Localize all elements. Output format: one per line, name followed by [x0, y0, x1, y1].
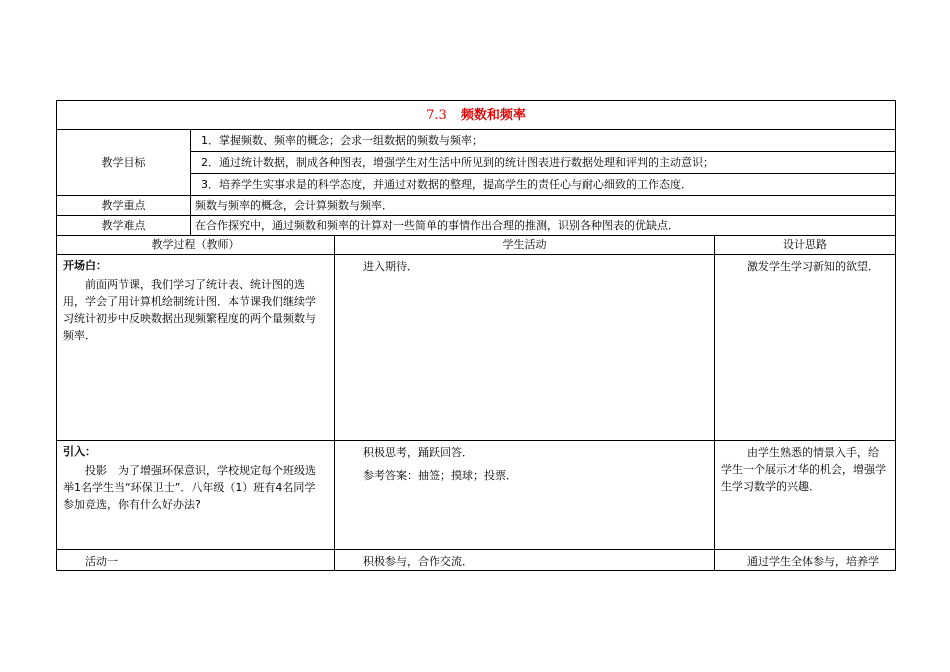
- objectives-row: [57, 130, 896, 196]
- design-text: 通过学生全体参与，培养学: [747, 555, 879, 568]
- student-cell: [335, 255, 715, 441]
- objectives-list: [191, 130, 896, 196]
- student-text: 积极参与，合作交流．: [363, 555, 473, 568]
- header-design: 设计思路: [715, 236, 896, 255]
- student-text: 参考答案：抽签；摸球；投票．: [363, 469, 517, 482]
- objective-item: 1．掌握频数、频率的概念；会求一组数据的频数与频率；: [191, 130, 895, 152]
- teacher-text: 前面两节课，我们学习了统计表、统计图的选用，学会了用计算机绘制统计图．本节课我们继续学习统计初步中反映数据出现频繁程度的两个量频数与频率．: [63, 278, 316, 342]
- lesson-number: 7.3: [426, 107, 447, 123]
- teacher-cell: [57, 255, 335, 441]
- key-point-label: 教学重点: [57, 196, 191, 216]
- lesson-plan-table: [56, 100, 896, 571]
- section-title: 开场白：: [63, 259, 107, 272]
- header-teacher: 教学过程（教师）: [57, 236, 335, 255]
- key-point-row: [57, 196, 896, 216]
- section-row: [57, 255, 896, 441]
- teacher-cell: [57, 550, 335, 571]
- section-title: 引入：: [63, 445, 96, 458]
- activity-label: 活动一: [85, 555, 118, 568]
- header-student: 学生活动: [335, 236, 715, 255]
- objective-item: 3．培养学生实事求是的科学态度，并通过对数据的整理，提高学生的责任心与耐心细致的工作态度．: [201, 178, 692, 191]
- student-text: 积极思考，踊跃回答．: [363, 446, 473, 459]
- design-cell: [715, 550, 896, 571]
- lesson-title: [57, 101, 896, 130]
- section-row: [57, 441, 896, 550]
- process-header-row: [57, 236, 896, 255]
- difficulty-label: 教学难点: [57, 216, 191, 236]
- title-row: [57, 101, 896, 130]
- key-point-text: 频数与频率的概念，会计算频数与频率．: [191, 196, 896, 216]
- design-text: 由学生熟悉的情景入手，给学生一个展示才华的机会，增强学生学习数学的兴趣．: [721, 446, 886, 493]
- design-cell: [715, 441, 896, 550]
- design-text: 激发学生学习新知的欲望．: [747, 260, 879, 273]
- teacher-cell: [57, 441, 335, 550]
- lesson-plan-document: [56, 100, 895, 571]
- student-cell: [335, 441, 715, 550]
- difficulty-text: 在合作探究中，通过频数和频率的计算对一些简单的事情作出合理的推测，识别各种图表的优缺点．: [191, 216, 896, 236]
- lesson-title-text: 频数和频率: [460, 107, 526, 123]
- objectives-label: 教学目标: [57, 130, 191, 196]
- design-cell: [715, 255, 896, 441]
- student-cell: [335, 550, 715, 571]
- objective-item: 2．通过统计数据，制成各种图表，增强学生对生活中所见到的统计图表进行数据处理和评判的主动意识；: [191, 152, 895, 174]
- section-row: [57, 550, 896, 571]
- teacher-text: 投影 为了增强环保意识，学校规定每个班级选举1名学生当“环保卫士”．八年级（1）班有4名同学参加竞选，你有什么好办法?: [63, 464, 316, 511]
- student-text: 进入期待．: [363, 260, 418, 273]
- difficulty-row: [57, 216, 896, 236]
